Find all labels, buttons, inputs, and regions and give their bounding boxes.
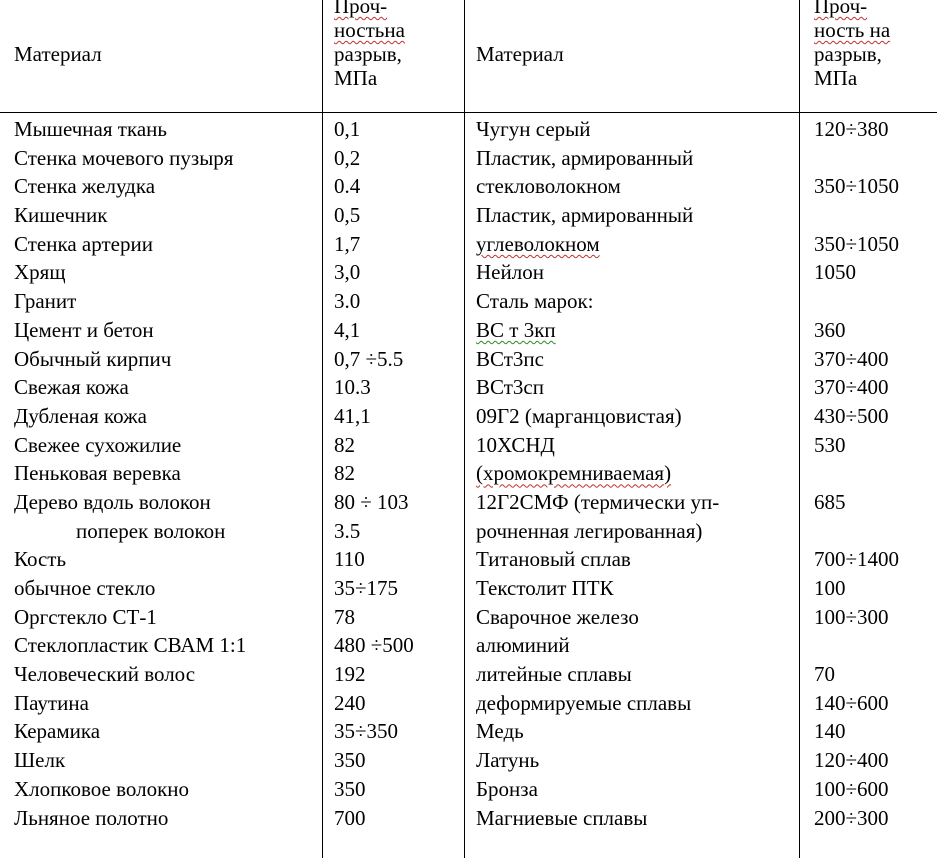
- strength-cell: 3.5: [334, 518, 361, 543]
- material-cell: Медь: [476, 719, 524, 744]
- strength-cell: 0,2: [334, 145, 361, 170]
- material-cell: Пластик, армированный: [476, 203, 694, 228]
- strength-cell: [814, 287, 899, 316]
- strength-cell: 0,7 ÷5.5: [334, 346, 404, 371]
- strength-cell: 350÷1050: [814, 174, 900, 199]
- strength-cell: 35÷350: [334, 719, 399, 744]
- header-strength-left: Проч- ностьна разрыв, МПа: [334, 0, 405, 90]
- material-cell: ВСт3пс: [476, 346, 544, 371]
- material-cell: Человеческий волос: [14, 662, 196, 687]
- material-cell: Цемент и бетон: [14, 317, 154, 342]
- header-divider: [0, 112, 937, 113]
- strength-cell: 350÷1050: [814, 231, 900, 256]
- material-cell: Кость: [14, 547, 67, 572]
- material-cell: Паутина: [14, 690, 89, 715]
- strength-cell: 140÷600: [814, 690, 889, 715]
- column-divider: [322, 0, 323, 858]
- strength-cell: 350: [334, 748, 366, 773]
- material-cell: Пластик, армированный: [476, 145, 694, 170]
- strength-cell: 0.4: [334, 174, 361, 199]
- material-cell: рочненная легированная): [476, 518, 703, 543]
- material-cell: ВСт3сп: [476, 375, 544, 400]
- strength-cell: 530: [814, 432, 846, 457]
- strength-cell: 110: [334, 547, 365, 572]
- material-cell: Льняное полотно: [14, 805, 169, 830]
- strength-cell: 0,5: [334, 203, 361, 228]
- material-cell: Пеньковая веревка: [14, 461, 181, 486]
- material-cell: деформируемые сплавы: [476, 690, 692, 715]
- material-cell: Керамика: [14, 719, 101, 744]
- column-divider: [464, 0, 465, 858]
- material-cell: Свежая кожа: [14, 375, 129, 400]
- strength-cell: 100÷600: [814, 776, 889, 801]
- strength-cell: 82: [334, 432, 355, 457]
- material-cell: стекловолокном: [476, 174, 621, 199]
- material-cell: Дерево вдоль волокон: [14, 489, 211, 514]
- strength-cell: 80 ÷ 103: [334, 489, 409, 514]
- strength-cell: 0,1: [334, 117, 361, 141]
- strength-cell: [814, 144, 899, 173]
- material-cell: Стенка мочевого пузыря: [14, 145, 234, 170]
- strength-cell: 4,1: [334, 317, 361, 342]
- strength-cell: [814, 459, 899, 488]
- strength-cell: [814, 201, 899, 230]
- strength-cell: 3.0: [334, 289, 361, 314]
- material-cell: Сварочное железо: [476, 604, 639, 629]
- strength-cell: 370÷400: [814, 375, 889, 400]
- material-cell: Мышечная ткань: [14, 117, 167, 141]
- strength-cell: 240: [334, 690, 366, 715]
- material-cell: углеволокном: [476, 231, 600, 256]
- material-cell: Шелк: [14, 748, 66, 773]
- material-cell: литейные сплавы: [476, 662, 632, 687]
- strength-column-left: [334, 115, 414, 832]
- strength-cell: 70: [814, 662, 835, 687]
- strength-cell: 430÷500: [814, 403, 889, 428]
- material-cell: Латунь: [476, 748, 540, 773]
- material-cell: Гранит: [14, 289, 77, 314]
- strength-cell: 120÷380: [814, 117, 889, 141]
- strength-cell: 1050: [814, 260, 856, 285]
- material-cell: Хлопковое волокно: [14, 776, 190, 801]
- header-material-right: Материал: [476, 42, 564, 66]
- material-cell: 12Г2СМФ (термически уп-: [476, 489, 720, 514]
- column-divider: [799, 0, 800, 858]
- material-cell: 09Г2 (марганцовистая): [476, 403, 682, 428]
- material-cell: Бронза: [476, 776, 538, 801]
- strength-cell: 700: [334, 805, 366, 830]
- material-cell: Магниевые сплавы: [476, 805, 648, 830]
- material-cell: Дубленая кожа: [14, 403, 147, 428]
- material-cell: Обычный кирпич: [14, 346, 172, 371]
- material-cell: Титановый сплав: [476, 547, 631, 572]
- strength-cell: 100÷300: [814, 604, 889, 629]
- strength-cell: 200÷300: [814, 805, 889, 830]
- strength-cell: 140: [814, 719, 846, 744]
- material-column-right: [476, 115, 719, 832]
- material-cell: обычное стекло: [14, 576, 156, 600]
- strength-cell: [814, 517, 899, 546]
- strength-cell: 1,7: [334, 231, 361, 256]
- strength-cell: 82: [334, 461, 355, 486]
- material-cell: Стенка желудка: [14, 174, 156, 199]
- material-cell: ВС т 3кп: [476, 317, 556, 342]
- material-cell: Сталь марок:: [476, 289, 594, 314]
- material-cell: поперек волокон: [76, 518, 226, 543]
- strength-cell: 41,1: [334, 403, 371, 428]
- strength-cell: 370÷400: [814, 346, 889, 371]
- strength-cell: 685: [814, 489, 846, 514]
- material-cell: Оргстекло СТ-1: [14, 604, 157, 629]
- strength-cell: 100: [814, 576, 846, 600]
- strength-cell: 3,0: [334, 260, 361, 285]
- strength-cell: 10.3: [334, 375, 371, 400]
- material-cell: Чугун серый: [476, 117, 591, 141]
- material-cell: Кишечник: [14, 203, 108, 228]
- strength-cell: 120÷400: [814, 748, 889, 773]
- strength-cell: 480 ÷500: [334, 633, 414, 658]
- material-cell: Хрящ: [14, 260, 66, 285]
- material-cell: Стеклопластик СВАМ 1:1: [14, 633, 247, 658]
- strength-cell: 192: [334, 662, 366, 687]
- material-cell: Текстолит ПТК: [476, 576, 614, 600]
- material-cell: Свежее сухожилие: [14, 432, 182, 457]
- material-cell: Стенка артерии: [14, 231, 153, 256]
- material-cell: алюминий: [476, 633, 570, 658]
- material-cell: 10ХСНД: [476, 432, 555, 457]
- material-cell: Нейлон: [476, 260, 544, 285]
- strength-cell: 35÷175: [334, 576, 399, 600]
- strength-cell: 700÷1400: [814, 547, 900, 572]
- strength-cell: 360: [814, 317, 846, 342]
- material-cell: (хромокремниваемая): [476, 461, 672, 486]
- strength-column-right: [814, 115, 899, 832]
- header-strength-right: Проч- ность на разрыв, МПа: [814, 0, 891, 90]
- strength-cell: 78: [334, 604, 355, 629]
- material-column-left: [14, 115, 246, 832]
- header-material-left: Материал: [14, 42, 102, 66]
- strength-cell: [814, 631, 899, 660]
- strength-cell: 350: [334, 776, 366, 801]
